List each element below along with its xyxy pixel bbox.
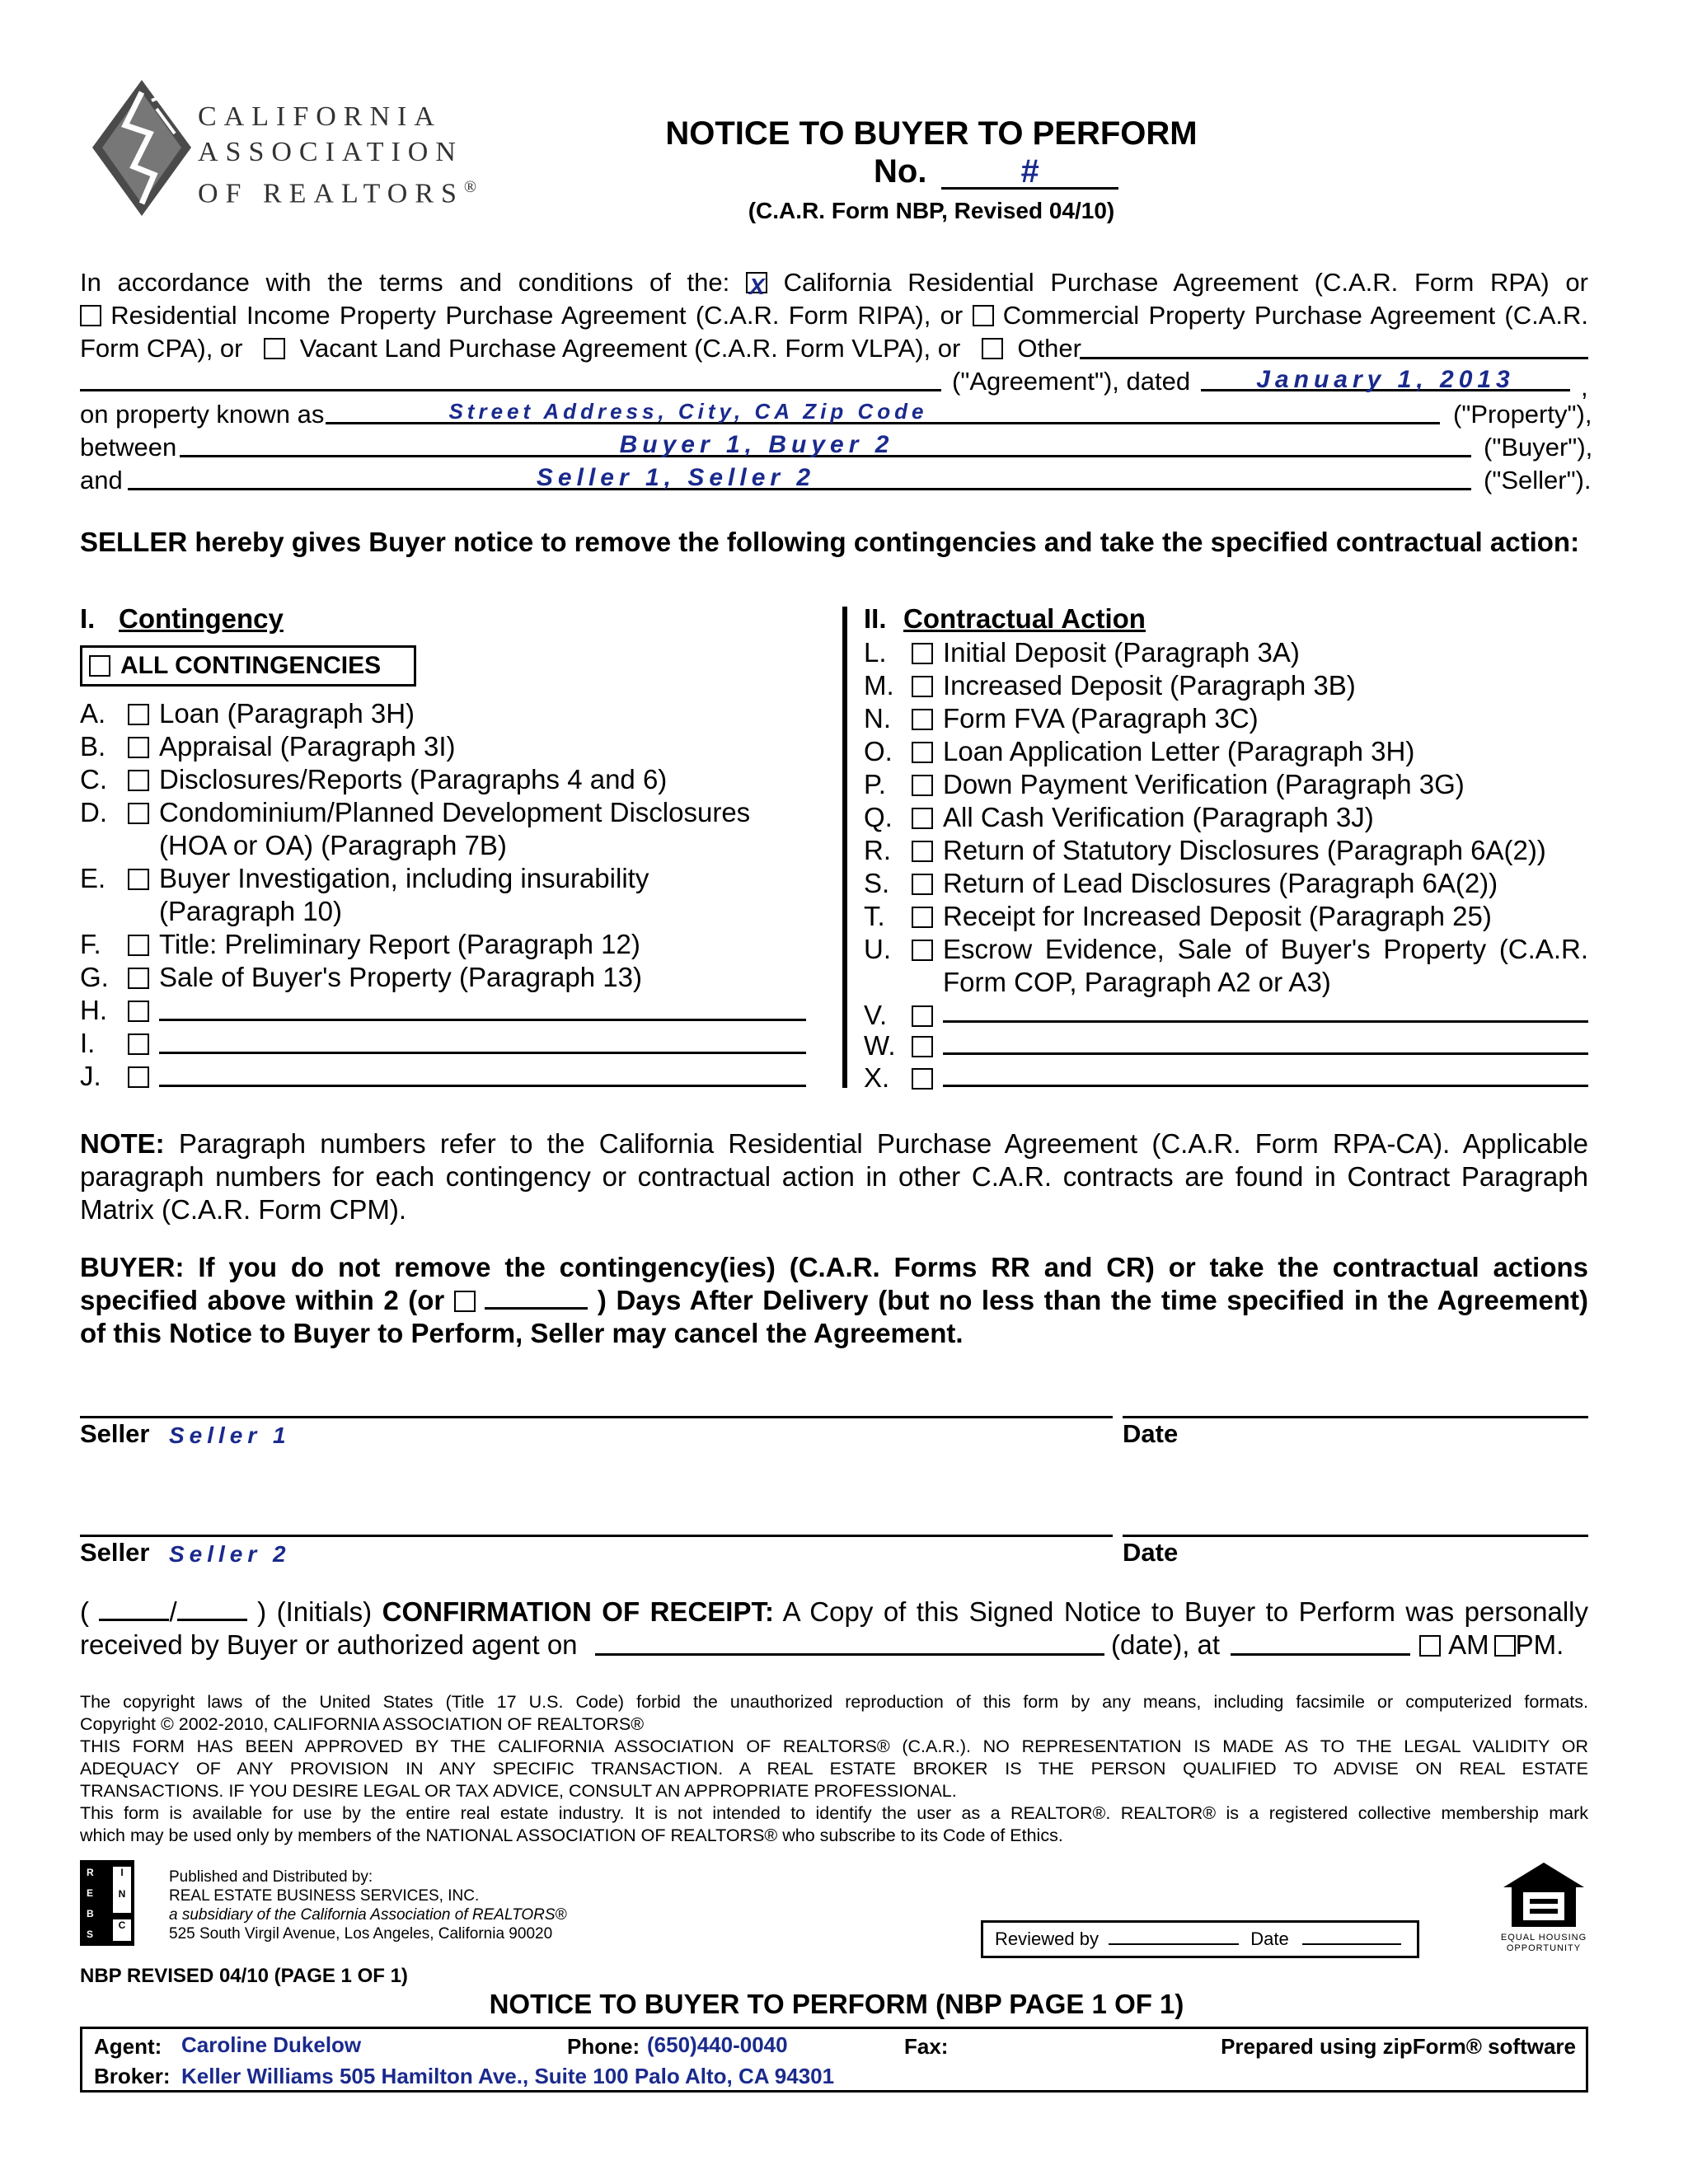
intro-p1b: California Residential Purchase Agreement (C.A.R. Form RPA) or — [783, 268, 1588, 297]
buyer-suffix: ("Buyer"), — [1484, 433, 1593, 462]
publisher-address: 525 South Virgil Avenue, Los Angeles, California 90020 — [169, 1925, 553, 1943]
broker-value: Keller Williams 505 Hamilton Ave., Suite 100 Palo Alto, CA 94301 — [181, 2064, 835, 2088]
agent-box — [80, 2027, 1588, 2093]
rebs-logo — [80, 1860, 134, 1946]
footer-title: NOTICE TO BUYER TO PERFORM (NBP PAGE 1 OF 1) — [489, 1989, 1184, 2019]
seller-2-signature-line[interactable] — [80, 1535, 1113, 1537]
and-label: and — [80, 466, 123, 494]
item-label: Appraisal (Paragraph 3I) — [159, 731, 456, 762]
buyer-notice-2a: specified above within 2 (or — [80, 1285, 445, 1315]
item-letter: B. — [80, 731, 106, 762]
agent-label: Agent: — [94, 2034, 162, 2059]
action-item-u-cont: Form COP, Paragraph A2 or A3) — [943, 967, 1331, 997]
action-item-s — [864, 867, 1498, 900]
contingency-j-checkbox[interactable] — [128, 1066, 149, 1088]
seller-1-date-line[interactable] — [1123, 1416, 1588, 1418]
note-bold: NOTE: — [80, 1128, 165, 1159]
receipt-date-at: (date), at — [1111, 1629, 1221, 1660]
prepared-label: Prepared using zipForm® software — [1221, 2034, 1576, 2059]
item-letter: J. — [80, 1061, 101, 1091]
intro-p3b: Vacant Land Purchase Agreement (C.A.R. Form VLPA), or — [299, 334, 961, 363]
item-label: Down Payment Verification (Paragraph 3G) — [943, 769, 1465, 799]
item-letter: G. — [80, 962, 109, 992]
receipt-line-1 — [80, 1596, 1588, 1629]
rpa-checkbox[interactable] — [746, 272, 767, 293]
contingency-h-field[interactable] — [159, 1019, 806, 1021]
action-s-checkbox[interactable] — [912, 874, 933, 895]
legal-block — [80, 1691, 1588, 1847]
dated-value: January 1, 2013 — [1256, 366, 1515, 393]
form-label: (C.A.R. Form NBP, Revised 04/10) — [748, 198, 1115, 223]
intro-p3a: Form CPA), or — [80, 334, 243, 363]
agreement-other-line[interactable] — [80, 389, 941, 391]
rebs-r: R — [87, 1867, 94, 1878]
org-line-2: ASSOCIATION — [198, 137, 463, 167]
action-item-m — [864, 669, 1356, 702]
action-item-w — [864, 1029, 943, 1062]
approved-3: TRANSACTIONS. IF YOU DESIRE LEGAL OR TAX ADVICE, CONSULT AN APPROPRIATE PROFESSIONAL. — [80, 1781, 957, 1801]
seller-1-signature-line[interactable] — [80, 1416, 1113, 1418]
seller-suffix: ("Seller"). — [1484, 466, 1592, 494]
intro-line-1 — [80, 266, 1588, 299]
publisher-company: REAL ESTATE BUSINESS SERVICES, INC. — [169, 1887, 480, 1905]
contingency-b-checkbox[interactable] — [128, 737, 149, 758]
buyer-notice-line-1: BUYER: If you do not remove the contingency(ies) (C.A.R. Forms RR and CR) or take the contractual actions — [80, 1252, 1588, 1282]
contingency-h-checkbox[interactable] — [128, 1001, 149, 1022]
action-w-field[interactable] — [943, 1052, 1588, 1055]
cpa-checkbox[interactable] — [973, 305, 994, 326]
published-by: Published and Distributed by: — [169, 1868, 373, 1886]
item-letter: E. — [80, 863, 106, 893]
contingency-item-d-cont: (HOA or OA) (Paragraph 7B) — [159, 830, 507, 860]
contingency-heading — [80, 603, 284, 635]
receipt-bold: CONFIRMATION OF RECEIPT: — [382, 1596, 774, 1627]
rebs-i: I — [113, 1867, 131, 1888]
copyright-1: The copyright laws of the United States (Title 17 U.S. Code) forbid the unauthorized reproduction of this form by any means, including facsimile or computerized formats. — [80, 1692, 1588, 1712]
all-contingencies-box — [80, 645, 416, 687]
action-item-q — [864, 801, 1374, 834]
dated-comma: , — [1581, 373, 1588, 401]
action-item-x — [864, 1062, 943, 1094]
reviewed-date-field[interactable] — [1302, 1929, 1401, 1945]
item-label: Receipt for Increased Deposit (Paragraph 25) — [943, 901, 1492, 931]
rebs-b: B — [87, 1908, 94, 1919]
eho-line-2: OPPORTUNITY — [1506, 1943, 1582, 1953]
contingency-item-e — [80, 862, 649, 895]
seller-2-date-label: Date — [1123, 1538, 1179, 1567]
no-value[interactable]: # — [941, 156, 1118, 190]
receipt-initials: ) (Initials) — [257, 1596, 373, 1627]
am-checkbox[interactable] — [1419, 1635, 1441, 1657]
pm-checkbox[interactable] — [1494, 1635, 1516, 1657]
note-line-2: paragraph numbers for each contingency or contractual action in other C.A.R. contracts are found in Contract Paragraph — [80, 1161, 1588, 1192]
property-suffix: ("Property"), — [1453, 400, 1592, 429]
contingency-g-checkbox[interactable] — [128, 968, 149, 989]
days-checkbox[interactable] — [454, 1291, 476, 1312]
item-letter: V. — [864, 1000, 888, 1030]
contingency-d-checkbox[interactable] — [128, 803, 149, 824]
intro-line-2 — [80, 299, 1588, 332]
org-line-3-wrap — [198, 170, 476, 211]
action-p-checkbox[interactable] — [912, 775, 933, 796]
item-letter: M. — [864, 670, 894, 701]
action-m-checkbox[interactable] — [912, 676, 933, 697]
agent-value: Caroline Dukelow — [181, 2032, 362, 2057]
item-letter: P. — [864, 769, 886, 799]
item-letter: T. — [864, 901, 885, 931]
buyer-notice-line-3: of this Notice to Buyer to Perform, Seller may cancel the Agreement. — [80, 1318, 964, 1348]
item-letter: N. — [864, 703, 891, 733]
seller-value: Seller 1, Seller 2 — [536, 464, 816, 491]
item-label: Title: Preliminary Report (Paragraph 12) — [159, 929, 640, 959]
between-label: between — [80, 433, 177, 462]
contingency-a-checkbox[interactable] — [128, 704, 149, 725]
item-letter: R. — [864, 835, 891, 865]
item-label: Loan (Paragraph 3H) — [159, 698, 415, 729]
receipt-time-field[interactable] — [1231, 1653, 1410, 1656]
column-divider — [842, 607, 847, 1088]
seller-2-date-line[interactable] — [1123, 1535, 1588, 1537]
reviewed-date-label: Date — [1250, 1929, 1289, 1949]
other-field[interactable] — [1080, 357, 1588, 359]
item-letter: U. — [864, 934, 891, 964]
equal-housing-logo — [1500, 1861, 1587, 1954]
fax-label: Fax: — [904, 2034, 949, 2059]
rebs-c: C — [113, 1919, 131, 1941]
item-label: Disclosures/Reports (Paragraphs 4 and 6) — [159, 764, 668, 794]
action-heading — [864, 603, 1146, 635]
buyer-notice-2b: ) Days After Delivery (but no less than the time specified in the Agreement) — [597, 1285, 1588, 1315]
contingency-item-c — [80, 763, 667, 796]
contingency-item-f — [80, 928, 640, 961]
item-letter: C. — [80, 764, 107, 794]
receipt-open: ( — [80, 1596, 89, 1627]
org-line-1: CALIFORNIA — [198, 101, 442, 132]
car-logo — [76, 76, 199, 220]
action-v-checkbox[interactable] — [912, 1005, 933, 1027]
intro-line-3 — [80, 332, 1081, 365]
action-item-r — [864, 834, 1546, 867]
contingency-item-i — [80, 1027, 159, 1060]
registered-mark: ® — [463, 178, 477, 196]
item-label: Condominium/Planned Development Disclosures — [159, 797, 751, 827]
item-letter: S. — [864, 868, 890, 898]
action-item-l — [864, 636, 1300, 669]
rebs-s: S — [87, 1929, 94, 1940]
copyright-2: Copyright © 2002-2010, CALIFORNIA ASSOCIATION OF REALTORS® — [80, 1714, 645, 1734]
approved-1: THIS FORM HAS BEEN APPROVED BY THE CALIFORNIA ASSOCIATION OF REALTORS® (C.A.R.). NO REPRESENTATION IS MADE AS TO THE LEGAL VALIDITY OR — [80, 1736, 1588, 1756]
item-letter: A. — [80, 698, 106, 729]
action-x-checkbox[interactable] — [912, 1068, 933, 1090]
contingency-item-d — [80, 796, 750, 829]
other-checkbox[interactable] — [982, 338, 1003, 359]
item-label: Escrow Evidence, Sale of Buyer's Property (C.A.R. — [943, 934, 1588, 964]
action-item-t — [864, 900, 1492, 933]
pm-label: PM. — [1515, 1629, 1564, 1660]
contingency-item-h — [80, 994, 159, 1027]
reviewed-label: Reviewed by — [995, 1929, 1099, 1949]
action-title: Contractual Action — [903, 603, 1146, 634]
contingency-e-checkbox[interactable] — [128, 869, 149, 890]
phone-value: (650)440-0040 — [647, 2032, 788, 2057]
available-2: which may be used only by members of the NATIONAL ASSOCIATION OF REALTORS® who subscribe to its Code of Ethics. — [80, 1825, 1063, 1845]
am-label: AM — [1448, 1629, 1489, 1660]
item-label: Return of Lead Disclosures (Paragraph 6A(2)) — [943, 868, 1498, 898]
broker-label: Broker: — [94, 2064, 171, 2088]
seller-1-label: Seller — [80, 1419, 150, 1448]
initials-field-1[interactable] — [99, 1597, 169, 1621]
form-number — [874, 153, 1118, 190]
action-n-checkbox[interactable] — [912, 709, 933, 730]
note-line-1 — [80, 1127, 1588, 1160]
am-pm — [1419, 1629, 1564, 1661]
item-label: Buyer Investigation, including insurability — [159, 863, 649, 893]
action-o-checkbox[interactable] — [912, 742, 933, 763]
action-r-checkbox[interactable] — [912, 841, 933, 862]
page-title: NOTICE TO BUYER TO PERFORM — [665, 115, 1198, 152]
buyer-notice — [80, 1251, 1588, 1350]
action-t-checkbox[interactable] — [912, 907, 933, 928]
no-label: No. — [874, 153, 927, 190]
item-label: Increased Deposit (Paragraph 3B) — [943, 670, 1356, 701]
item-letter: H. — [80, 995, 107, 1025]
seller-notice: SELLER hereby gives Buyer notice to remove the following contingencies and take the specified contractual action: — [80, 527, 1580, 557]
contingency-item-g — [80, 961, 642, 994]
contingency-f-checkbox[interactable] — [128, 935, 149, 956]
receipt-slash: / — [169, 1596, 177, 1627]
receipt-text-1: A Copy of this Signed Notice to Buyer to Perform was personally — [782, 1596, 1589, 1627]
intro-p3c: Other — [1017, 334, 1081, 363]
item-letter: I. — [80, 1028, 96, 1058]
action-num: II. — [864, 603, 887, 634]
initials-field-2[interactable] — [177, 1597, 247, 1621]
note-text-1: Paragraph numbers refer to the California Residential Purchase Agreement (C.A.R. Form RPA-CA). Applicable — [178, 1128, 1588, 1159]
receipt-text-2: received by Buyer or authorized agent on — [80, 1629, 578, 1660]
seller-1-date-label: Date — [1123, 1419, 1179, 1448]
receipt-line-2 — [80, 1629, 578, 1661]
action-item-p — [864, 768, 1465, 801]
car-org-name — [198, 99, 476, 211]
action-item-n — [864, 702, 1259, 735]
item-letter: X. — [864, 1062, 890, 1093]
item-letter: O. — [864, 736, 893, 766]
action-x-field[interactable] — [943, 1085, 1588, 1087]
item-label: All Cash Verification (Paragraph 3J) — [943, 802, 1374, 832]
publisher-block — [169, 1868, 567, 1943]
intro-p2a: Residential Income Property Purchase Agreement (C.A.R. Form RIPA), or — [110, 301, 964, 330]
eho-line-1: EQUAL HOUSING — [1500, 1933, 1587, 1943]
all-contingencies-label: ALL CONTINGENCIES — [120, 652, 382, 679]
note-line-3: Matrix (C.A.R. Form CPM). — [80, 1194, 406, 1225]
revision-label: NBP REVISED 04/10 (PAGE 1 OF 1) — [80, 1965, 408, 1987]
item-label: Sale of Buyer's Property (Paragraph 13) — [159, 962, 642, 992]
buyer-notice-line-2 — [80, 1284, 1588, 1317]
contingency-item-j — [80, 1060, 159, 1093]
org-line-3: OF REALTORS — [198, 178, 464, 209]
all-contingencies-checkbox[interactable] — [89, 655, 110, 677]
property-value: Street Address, City, CA Zip Code — [448, 399, 928, 424]
item-label: Form FVA (Paragraph 3C) — [943, 703, 1259, 733]
contingency-item-a — [80, 697, 415, 730]
intro-p2b: Commercial Property Purchase Agreement (C.A.R. — [1002, 301, 1588, 330]
action-q-checkbox[interactable] — [912, 808, 933, 829]
item-label: Return of Statutory Disclosures (Paragraph 6A(2)) — [943, 835, 1546, 865]
approved-2: ADEQUACY OF ANY PROVISION IN ANY SPECIFIC TRANSACTION. A REAL ESTATE BROKER IS THE PERSON QUALIFIED TO ADVISE ON REAL ESTATE — [80, 1759, 1588, 1779]
car-logo-icon — [76, 76, 199, 220]
item-label: Loan Application Letter (Paragraph 3H) — [943, 736, 1415, 766]
item-letter: L. — [864, 637, 887, 668]
contingency-i-field[interactable] — [159, 1052, 806, 1054]
contingency-i-checkbox[interactable] — [128, 1033, 149, 1055]
contingency-item-b — [80, 730, 456, 763]
item-letter: F. — [80, 929, 101, 959]
action-l-checkbox[interactable] — [912, 643, 933, 664]
property-label: on property known as — [80, 400, 325, 429]
action-item-o — [864, 735, 1414, 768]
item-letter: W. — [864, 1030, 896, 1061]
available-1: This form is available for use by the entire real estate industry. It is not intended to identify the user as a REALTOR®. REALTOR® is a registered collective membership mark — [80, 1803, 1588, 1823]
contingency-num: I. — [80, 603, 96, 634]
action-u-checkbox[interactable] — [912, 940, 933, 961]
note-block — [80, 1127, 1588, 1226]
publisher-subsidiary: a subsidiary of the California Association of REALTORS® — [169, 1906, 567, 1924]
ripa-checkbox[interactable] — [80, 305, 101, 326]
action-v-field[interactable] — [943, 1020, 1588, 1023]
intro-p1a: In accordance with the terms and conditions of the: — [80, 268, 730, 297]
reviewed-box — [981, 1920, 1419, 1958]
reviewed-field[interactable] — [1109, 1929, 1239, 1945]
item-letter: D. — [80, 797, 107, 827]
action-item-u — [864, 933, 1588, 966]
rebs-e: E — [87, 1887, 94, 1899]
action-item-v — [864, 999, 943, 1032]
contingency-title: Contingency — [119, 603, 284, 634]
rebs-n: N — [113, 1888, 131, 1913]
buyer-value: Buyer 1, Buyer 2 — [619, 431, 894, 458]
equal-housing-icon — [1500, 1861, 1587, 1929]
seller-1-name: Seller 1 — [169, 1422, 291, 1448]
action-w-checkbox[interactable] — [912, 1036, 933, 1057]
vlpa-checkbox[interactable] — [264, 338, 285, 359]
seller-2-name: Seller 2 — [169, 1541, 291, 1567]
seller-2-label: Seller — [80, 1538, 150, 1567]
contingency-j-field[interactable] — [159, 1085, 806, 1087]
agreement-label: ("Agreement"), dated — [952, 367, 1191, 396]
item-letter: Q. — [864, 802, 893, 832]
days-field[interactable] — [485, 1286, 588, 1310]
phone-label: Phone: — [567, 2034, 640, 2059]
item-label: Initial Deposit (Paragraph 3A) — [943, 637, 1300, 668]
contingency-c-checkbox[interactable] — [128, 770, 149, 791]
contingency-item-e-cont: (Paragraph 10) — [159, 896, 342, 926]
receipt-date-field[interactable] — [595, 1653, 1104, 1656]
